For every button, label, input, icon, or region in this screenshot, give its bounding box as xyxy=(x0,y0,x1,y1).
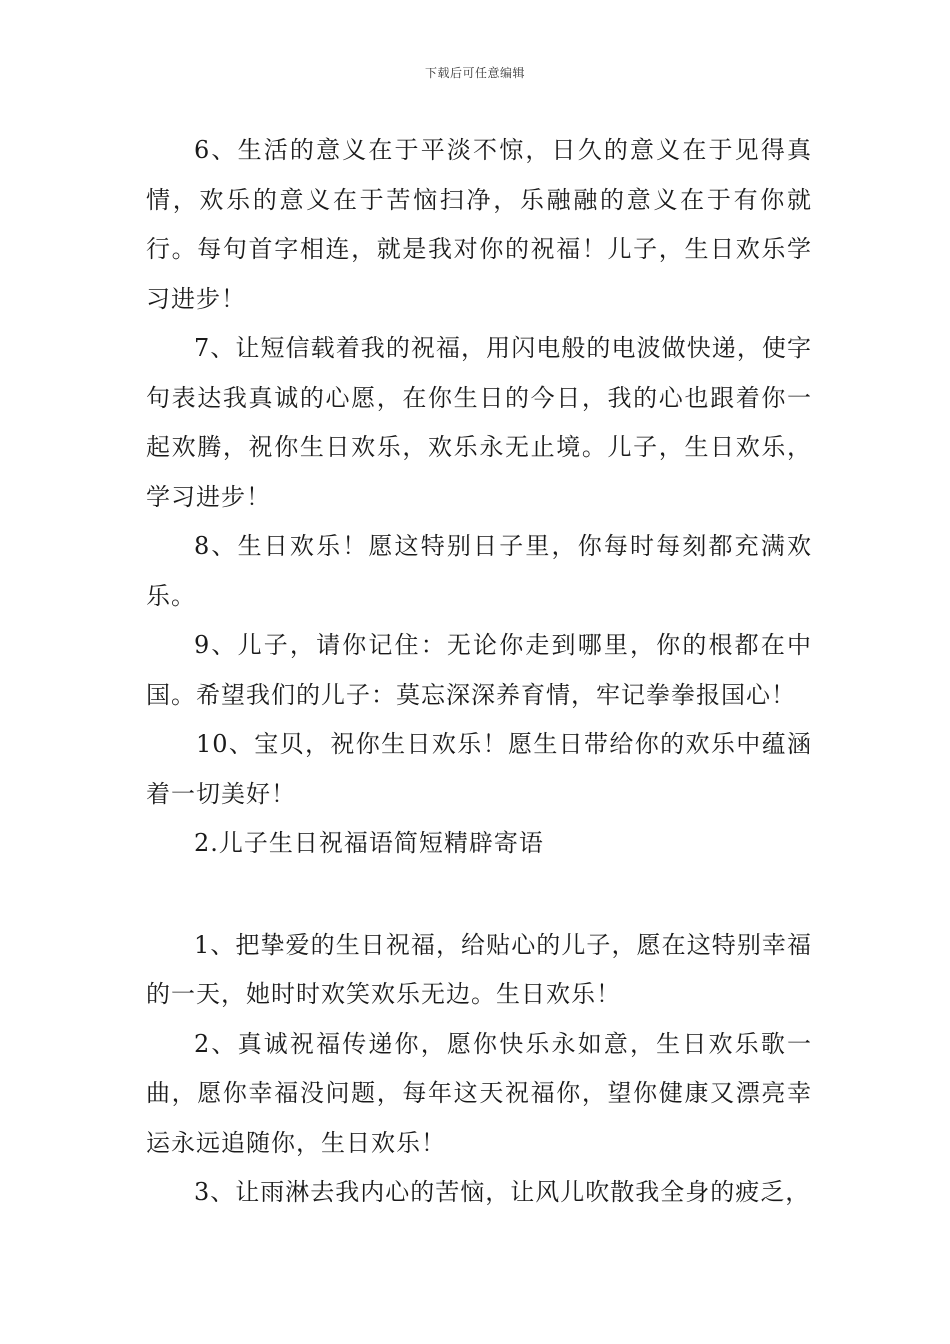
section-heading: 2.儿子生日祝福语简短精辟寄语 xyxy=(194,829,544,857)
document-body xyxy=(146,126,812,1218)
paragraph-s2-2: 2、真诚祝福传递你，愿你快乐永如意，生日欢乐歌一曲，愿你幸福没问题，每年这天祝福你，望你健康又漂亮幸运永远追随你，生日欢乐！ xyxy=(146,1029,812,1157)
section-spacer xyxy=(146,869,812,921)
page-header-note: 下载后可任意编辑 xyxy=(424,66,525,80)
paragraph-7: 7、让短信载着我的祝福，用闪电般的电波做快递，使字句表达我真诚的心愿，在你生日的今日，我的心也跟着你一起欢腾，祝你生日欢乐，欢乐永无止境。儿子，生日欢乐，学习进步！ xyxy=(146,334,812,511)
paragraph-6: 6、生活的意义在于平淡不惊，日久的意义在于见得真情，欢乐的意义在于苦恼扫净，乐融融的意义在于有你就行。每句首字相连，就是我对你的祝福！儿子，生日欢乐学习进步！ xyxy=(146,136,812,313)
paragraph-9: 9、儿子，请你记住：无论你走到哪里，你的根都在中国。希望我们的儿子：莫忘深深养育情，牢记拳拳报国心！ xyxy=(146,631,812,709)
paragraph-s2-3: 3、让雨淋去我内心的苦恼，让风儿吹散我全身的疲乏， xyxy=(194,1178,811,1206)
paragraph-s2-1: 1、把挚爱的生日祝福，给贴心的儿子，愿在这特别幸福的一天，她时时欢笑欢乐无边。生日欢乐！ xyxy=(146,930,812,1008)
paragraph-10: 10、宝贝，祝你生日欢乐！愿生日带给你的欢乐中蕴涵着一切美好！ xyxy=(146,730,812,808)
paragraph-8: 8、生日欢乐！愿这特别日子里，你每时每刻都充满欢乐。 xyxy=(146,532,812,610)
